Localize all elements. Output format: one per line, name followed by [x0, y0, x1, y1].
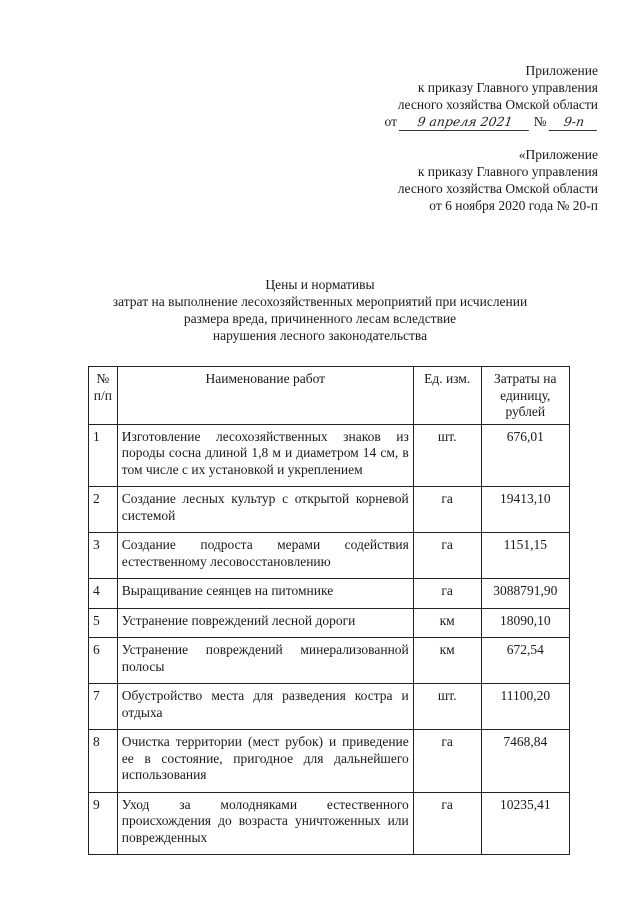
row-name: Уход за молодняками естественного происхождения до возраста уничтоженных или поврежденных [117, 792, 413, 855]
table-row [89, 684, 570, 730]
row-cost: 10235,41 [481, 792, 569, 855]
row-cost: 11100,20 [481, 684, 569, 730]
row-unit: шт. [413, 424, 481, 487]
row-num: 1 [89, 424, 118, 487]
table-row [89, 792, 570, 855]
table-row [89, 424, 570, 487]
row-cost: 19413,10 [481, 487, 569, 533]
row-num: 5 [89, 608, 118, 638]
appendix-authority-line: лесного хозяйства Омской области [397, 97, 598, 112]
handwritten-date: 9 апреля 2021 [399, 113, 532, 131]
prev-appendix-order-line: к приказу Главного управления [417, 164, 598, 179]
costs-table [88, 366, 570, 855]
header-unit: Ед. изм. [413, 367, 481, 425]
document-title [0, 276, 640, 344]
row-cost: 18090,10 [481, 608, 569, 638]
row-name: Выращивание сеянцев на питомнике [117, 579, 413, 609]
row-name: Устранение повреждений минерализованной полосы [117, 638, 413, 684]
row-name: Очистка территории (мест рубок) и приведение ее в состояние, пригодное для дальнейшего использования [117, 730, 413, 793]
row-unit: га [413, 533, 481, 579]
row-cost: 7468,84 [481, 730, 569, 793]
prev-appendix-authority-line: лесного хозяйства Омской области [397, 181, 598, 196]
row-cost: 676,01 [481, 424, 569, 487]
appendix-label: Приложение [525, 63, 598, 78]
row-num: 3 [89, 533, 118, 579]
table-row [89, 608, 570, 638]
table-row [89, 579, 570, 609]
table-header-row [89, 367, 570, 425]
table-row [89, 533, 570, 579]
row-unit: шт. [413, 684, 481, 730]
row-cost: 1151,15 [481, 533, 569, 579]
row-num: 6 [89, 638, 118, 684]
row-name: Устранение повреждений лесной дороги [117, 608, 413, 638]
appendix-previous-header [398, 146, 598, 214]
row-cost: 672,54 [481, 638, 569, 684]
title-line-1: Цены и нормативы [265, 277, 375, 292]
row-num: 4 [89, 579, 118, 609]
number-sign: № [533, 114, 547, 129]
title-line-4: нарушения лесного законодательства [212, 328, 428, 343]
header-cost: Затраты на единицу, рублей [481, 367, 569, 425]
title-line-3: размера вреда, причиненного лесам вследствие [183, 311, 457, 326]
row-unit: га [413, 487, 481, 533]
appendix-order-line: к приказу Главного управления [417, 80, 598, 95]
row-num: 9 [89, 792, 118, 855]
row-name: Создание подроста мерами содействия естественному лесовосстановлению [117, 533, 413, 579]
row-unit: км [413, 638, 481, 684]
table-row [89, 638, 570, 684]
row-name: Изготовление лесохозяйственных знаков из породы сосна длиной 1,8 м и диаметром 14 см, в том числе с их установкой и укреплением [117, 424, 413, 487]
appendix-current-header [385, 62, 599, 131]
row-unit: га [413, 792, 481, 855]
row-num: 2 [89, 487, 118, 533]
row-unit: га [413, 579, 481, 609]
prev-appendix-date-line: от 6 ноября 2020 года № 20-п [429, 198, 598, 213]
row-num: 8 [89, 730, 118, 793]
row-cost: 3088791,90 [481, 579, 569, 609]
header-num: № п/п [89, 367, 118, 425]
table-row [89, 730, 570, 793]
title-line-2: затрат на выполнение лесохозяйственных мероприятий при исчислении [112, 294, 528, 309]
handwritten-number: 9-п [549, 113, 600, 131]
row-unit: км [413, 608, 481, 638]
prev-appendix-label: «Приложение [518, 147, 598, 162]
row-num: 7 [89, 684, 118, 730]
table-row [89, 487, 570, 533]
appendix-date-line [385, 113, 599, 131]
row-unit: га [413, 730, 481, 793]
date-prefix: от [384, 114, 397, 129]
row-name: Создание лесных культур с открытой корневой системой [117, 487, 413, 533]
header-name: Наименование работ [117, 367, 413, 425]
row-name: Обустройство места для разведения костра и отдыха [117, 684, 413, 730]
